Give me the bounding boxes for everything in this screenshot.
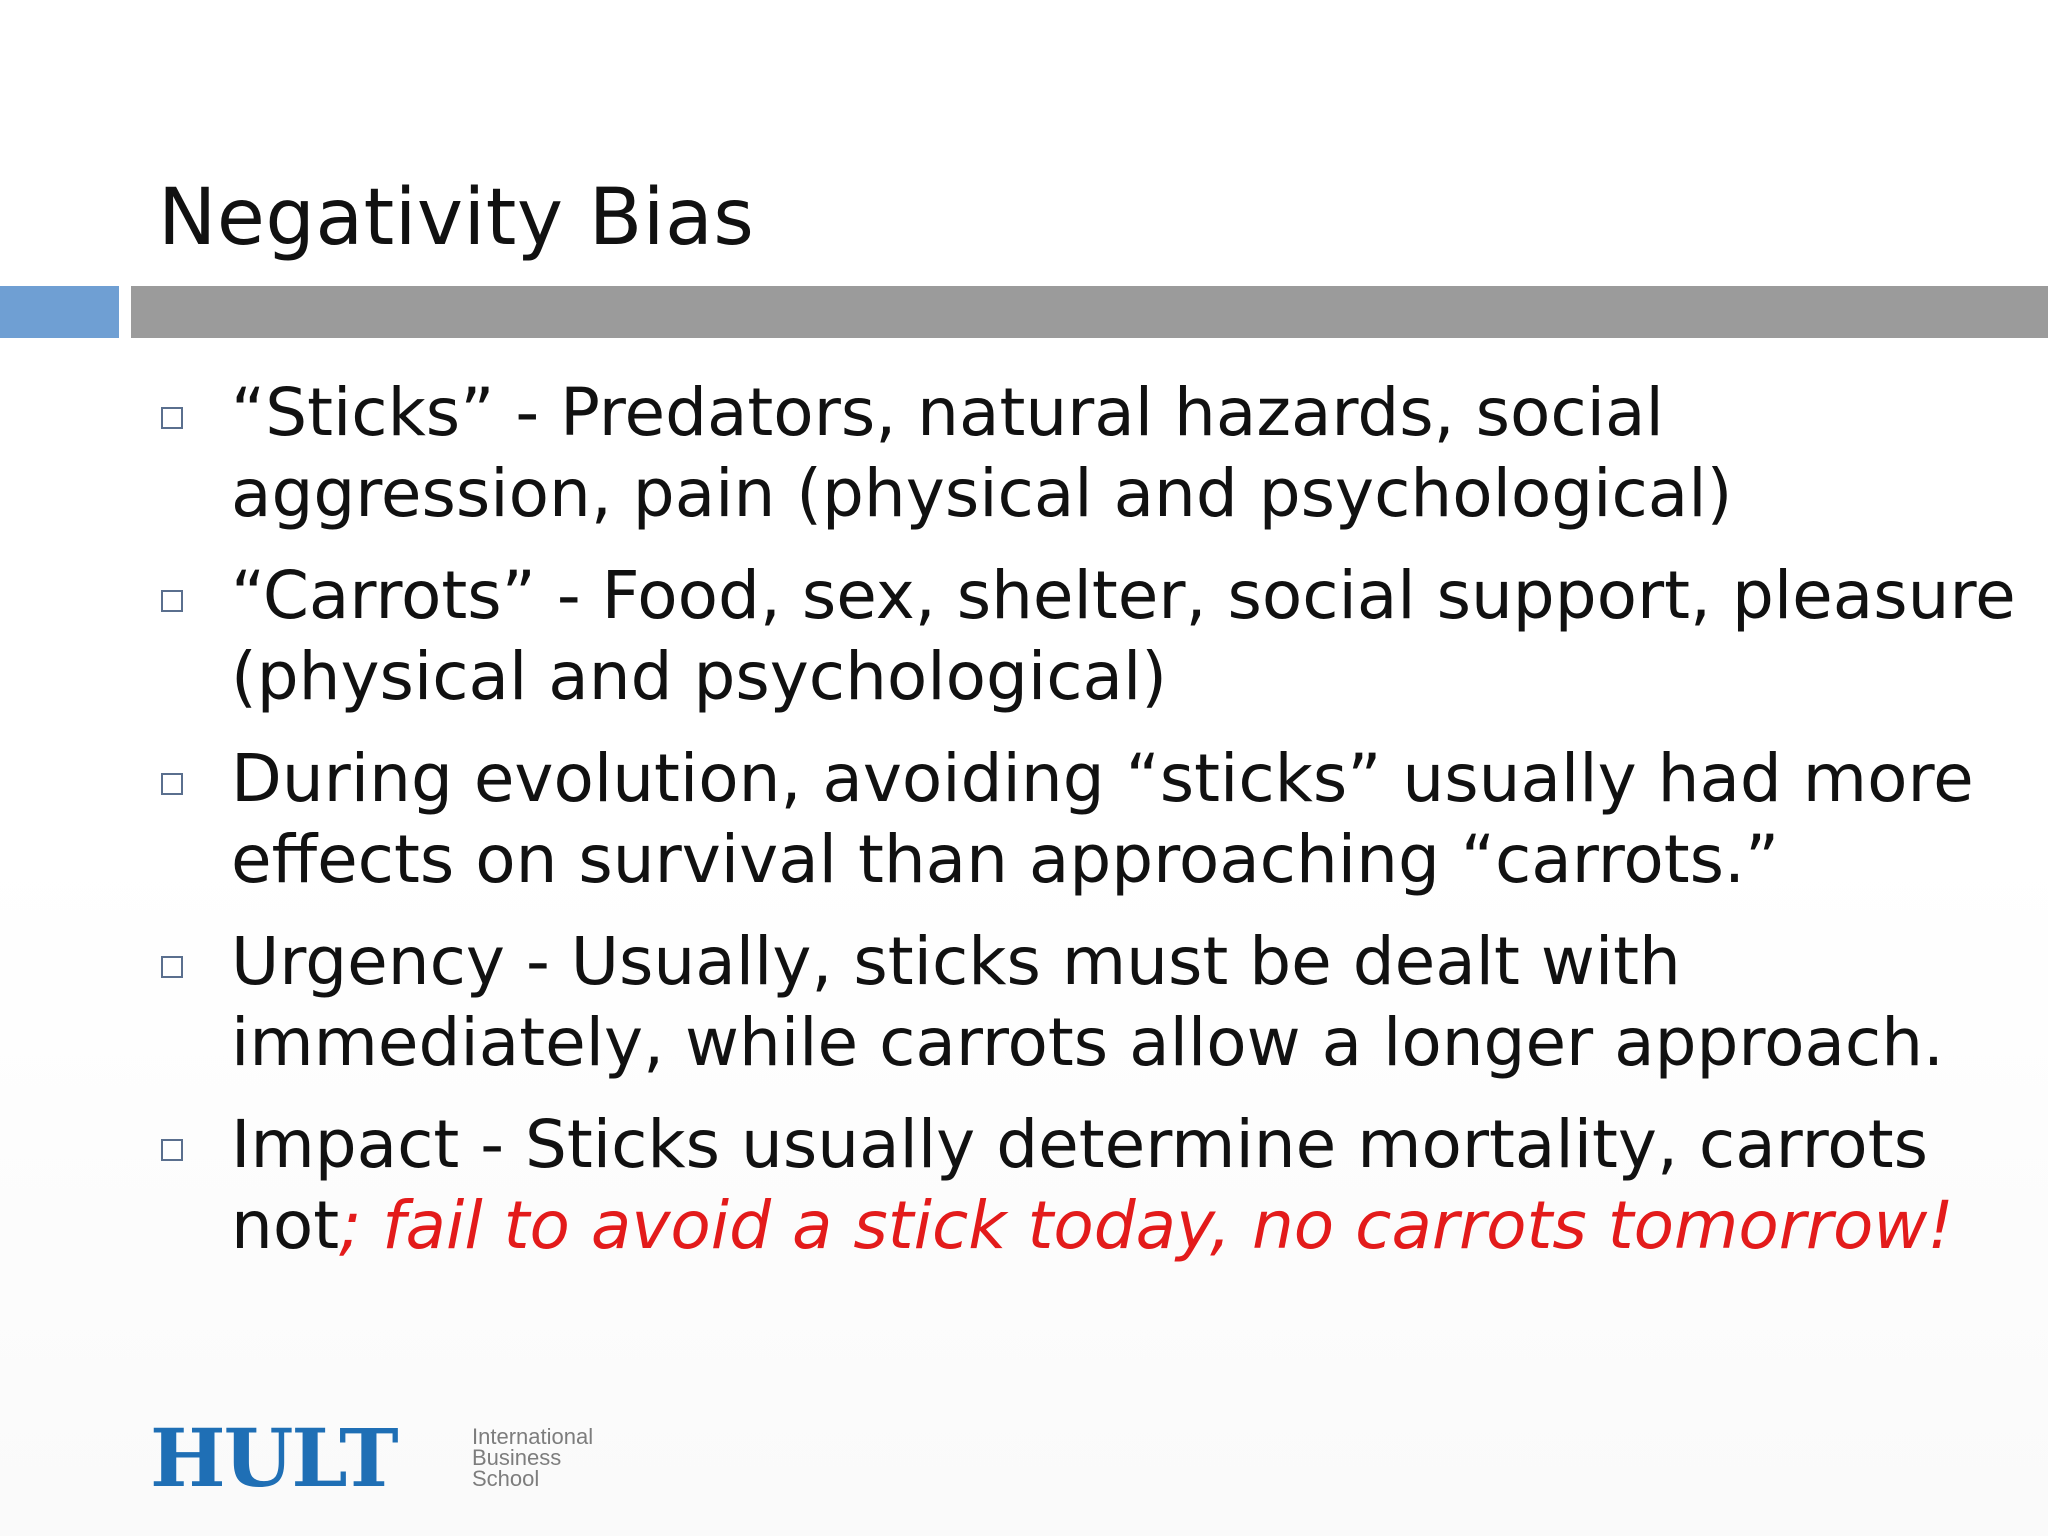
bullet-item (158, 555, 2018, 717)
bullet-item (158, 921, 2018, 1083)
bullet-emphasis-text: ; fail to avoid a stick today, no carrots tomorrow! (339, 1187, 1954, 1264)
square-bullet-icon (161, 407, 183, 429)
logo-subtitle (472, 1426, 593, 1489)
logo-line-international: International (472, 1424, 594, 1449)
square-bullet-icon (161, 956, 183, 978)
bullet-item (158, 1104, 2018, 1266)
bullet-list (158, 372, 2018, 1287)
bullet-text: During evolution, avoiding “sticks” usually had more effects on survival than approaching “carrots.” (231, 740, 1974, 898)
bullet-text: “Carrots” - Food, sex, shelter, social support, pleasure (physical and psychological) (231, 557, 2016, 715)
slide-title: Negativity Bias (158, 173, 755, 263)
logo-wordmark: HULT (150, 1411, 397, 1505)
bullet-text: Impact - Sticks usually determine mortality, carrots not (231, 1106, 1928, 1264)
logo-line-school: School (472, 1466, 540, 1491)
title-accent-block (0, 286, 119, 338)
title-divider-bar (131, 286, 2048, 338)
square-bullet-icon (161, 1139, 183, 1161)
square-bullet-icon (161, 773, 183, 795)
bullet-text: Urgency - Usually, sticks must be dealt with immediately, while carrots allow a longer approach. (231, 923, 1945, 1081)
bullet-text: “Sticks” - Predators, natural hazards, social aggression, pain (physical and psychological) (231, 374, 1733, 532)
bullet-item (158, 372, 2018, 534)
logo-line-business: Business (472, 1445, 562, 1470)
square-bullet-icon (161, 590, 183, 612)
bullet-item (158, 738, 2018, 900)
